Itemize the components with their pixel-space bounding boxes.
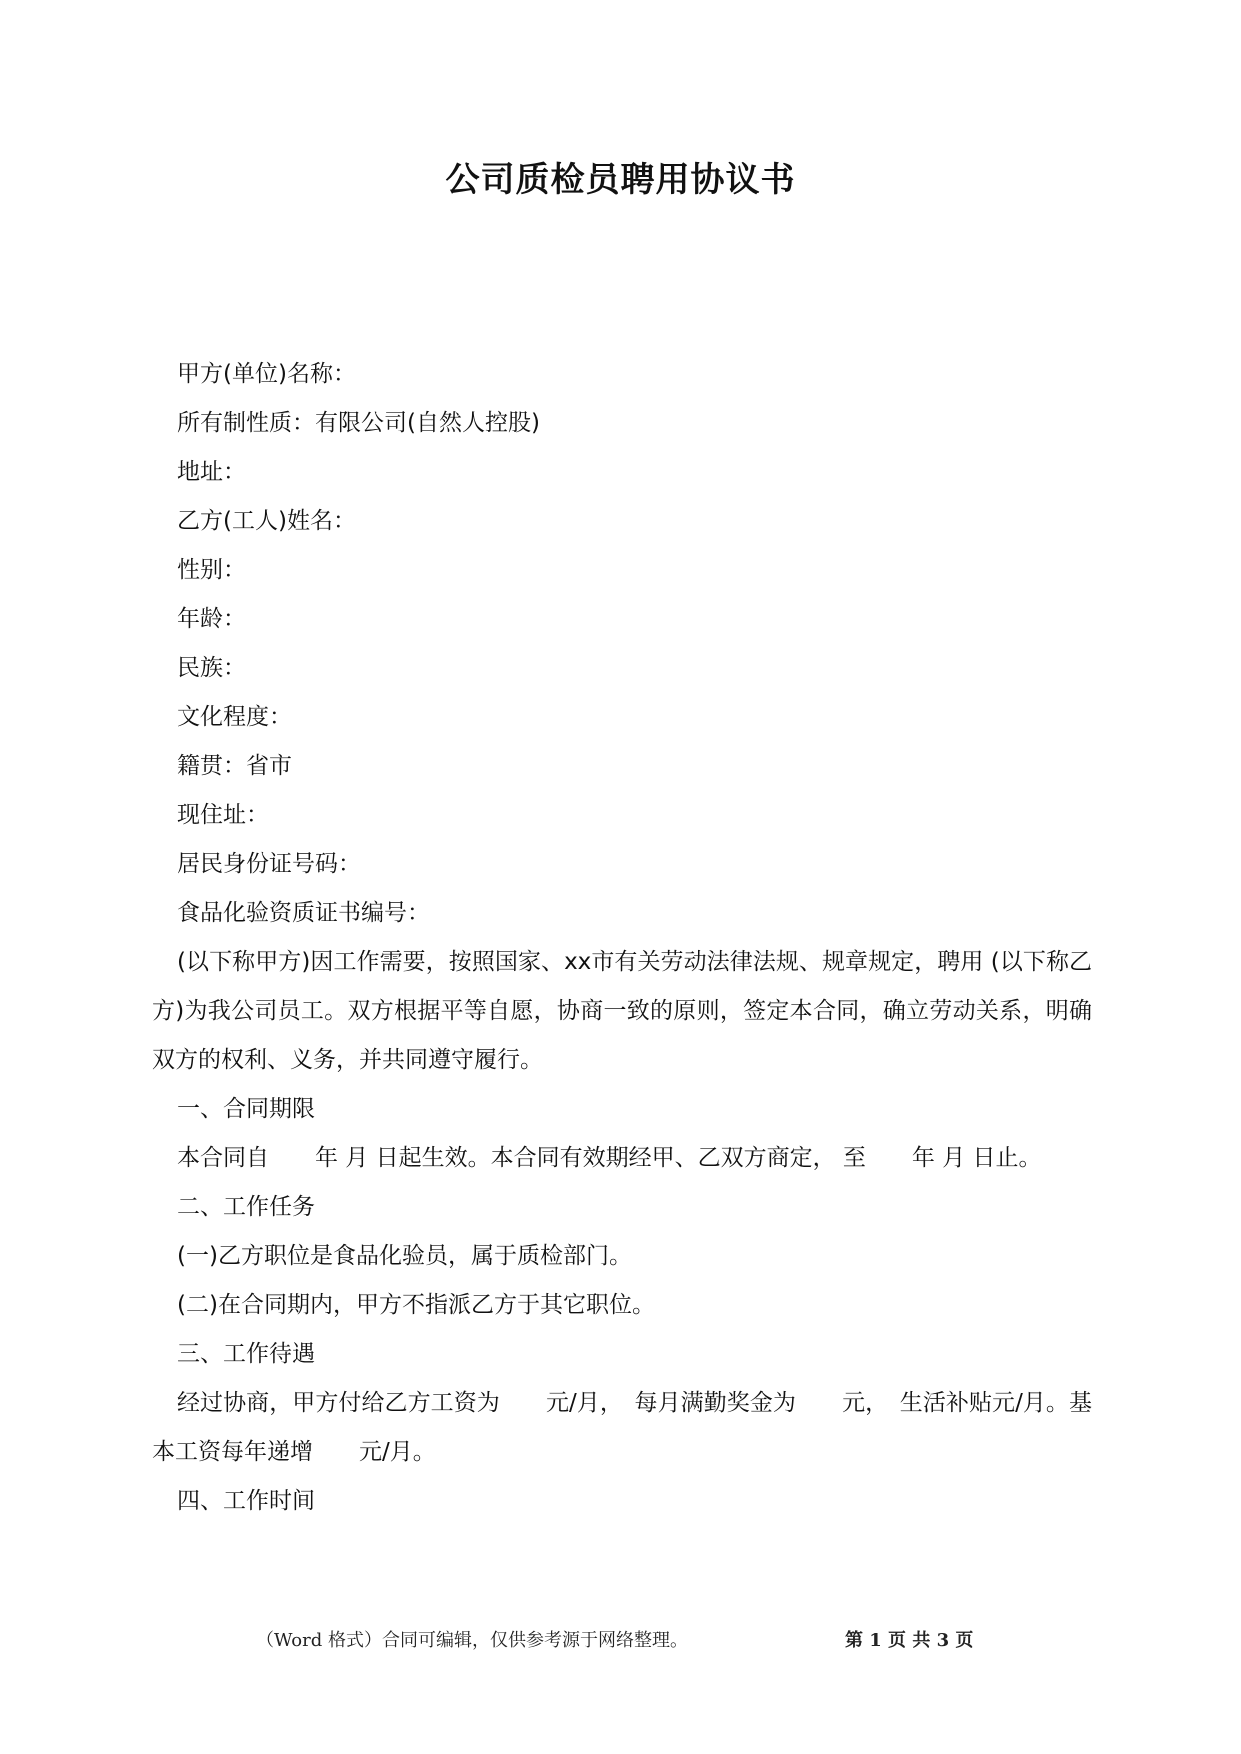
field-certificate-number: 食品化验资质证书编号： — [177, 900, 430, 926]
section-1-text: 本合同自 年 月 日起生效。本合同有效期经甲、乙双方商定， 至 年 月 日止。 — [177, 1145, 1042, 1171]
field-party-b-name: 乙方(工人)姓名： — [177, 508, 356, 534]
field-gender: 性别： — [177, 557, 246, 583]
section-4-heading: 四、工作时间 — [177, 1488, 315, 1514]
section-2-item-1: (一)乙方职位是食品化验员，属于质检部门。 — [177, 1243, 632, 1269]
document-body — [152, 350, 1092, 1526]
field-party-a-name: 甲方(单位)名称： — [177, 361, 356, 387]
section-3-text: 经过协商，甲方付给乙方工资为 元/月， 每月满勤奖金为 元， 生活补贴元/月。基本工资每年递增 元/月。 — [152, 1390, 1092, 1465]
section-1-heading: 一、合同期限 — [177, 1096, 315, 1122]
footer-page-number: 第 1 页 共 3 页 — [845, 1630, 974, 1651]
section-2-item-2: (二)在合同期内，甲方不指派乙方于其它职位。 — [177, 1292, 655, 1318]
field-address: 地址： — [177, 459, 246, 485]
field-age: 年龄： — [177, 606, 246, 632]
field-current-address: 现住址： — [177, 802, 269, 828]
section-3-heading: 三、工作待遇 — [177, 1341, 315, 1367]
field-ownership: 所有制性质：有限公司(自然人控股) — [177, 410, 540, 436]
footer-note: （Word 格式）合同可编辑，仅供参考源于网络整理。 — [256, 1630, 688, 1651]
document-title: 公司质检员聘用协议书 — [445, 160, 796, 200]
preamble-paragraph: (以下称甲方)因工作需要，按照国家、xx市有关劳动法律法规、规章规定，聘用 (以下称乙方)为我公司员工。双方根据平等自愿，协商一致的原则，签定本合同，确立劳动关系，明确双方的权利、义务，并共同遵守履行。 — [152, 949, 1092, 1073]
field-native-place: 籍贯：省市 — [177, 753, 292, 779]
section-2-heading: 二、工作任务 — [177, 1194, 315, 1220]
field-ethnicity: 民族： — [177, 655, 246, 681]
field-education: 文化程度： — [177, 704, 292, 730]
field-id-number: 居民身份证号码： — [177, 851, 361, 877]
